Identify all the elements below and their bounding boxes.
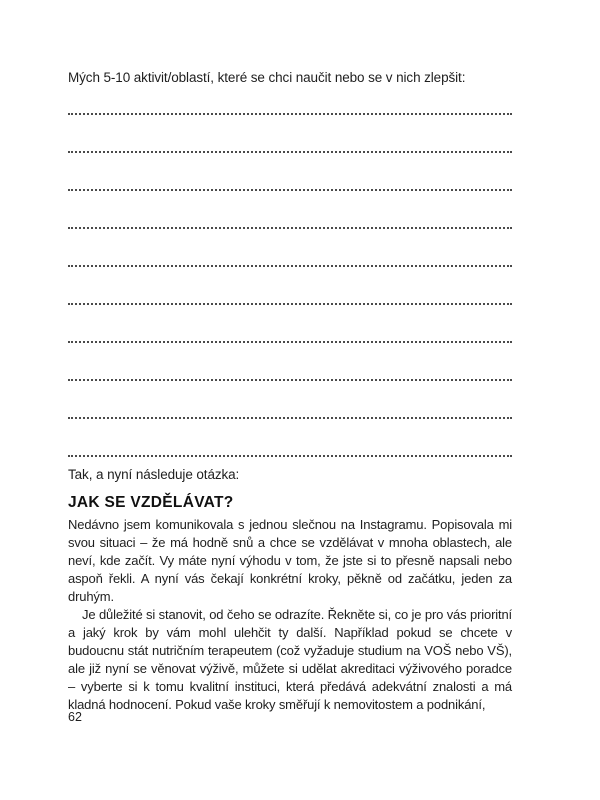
- writing-line: [68, 381, 512, 419]
- activities-prompt-heading: Mých 5-10 aktivit/oblastí, které se chci naučit nebo se v nich zlepšit:: [68, 70, 466, 85]
- writing-line: [68, 343, 512, 381]
- writing-line: [68, 267, 512, 305]
- writing-line: [68, 115, 512, 153]
- writing-line: [68, 419, 512, 457]
- writing-line: [68, 153, 512, 191]
- writing-line: [68, 229, 512, 267]
- body-text-block: [68, 516, 512, 714]
- writing-lines-block: [68, 77, 512, 457]
- body-paragraph-2: Je důležité si stanovit, od čeho se odrazíte. Řekněte si, co je pro vás prioritní a jaký krok by vám mohl ulehčit ty další. Například pokud se chcete v budoucnu stát nutričním terapeutem (což vyžaduje studium na VOŠ nebo VŠ), ale již nyní se věnovat výživě, můžete si udělat akreditaci výživového poradce – vyberte si k tomu kvalitní instituci, která předává adekvátní znalosti a má kladná hodnocení. Pokud vaše kroky směřují k nemovitostem a podnikání,: [68, 607, 512, 712]
- writing-line: [68, 77, 512, 115]
- page-number: 62: [68, 710, 82, 724]
- writing-line: [68, 305, 512, 343]
- body-paragraph-1: Nedávno jsem komunikovala s jednou slečnou na Instagramu. Popisovala mi svou situaci – že má hodně snů a chce se vzdělávat v mnoha oblastech, ale neví, kde začít. Vy máte nyní výhodu v tom, že jste si to přesně napsali nebo aspoň řekli. A nyní vás čekají konkrétní kroky, pěkně od začátku, jeden za druhým.: [68, 517, 512, 604]
- section-heading: JAK SE VZDĚLÁVAT?: [68, 494, 234, 511]
- transition-text: Tak, a nyní následuje otázka:: [68, 467, 240, 482]
- writing-line: [68, 191, 512, 229]
